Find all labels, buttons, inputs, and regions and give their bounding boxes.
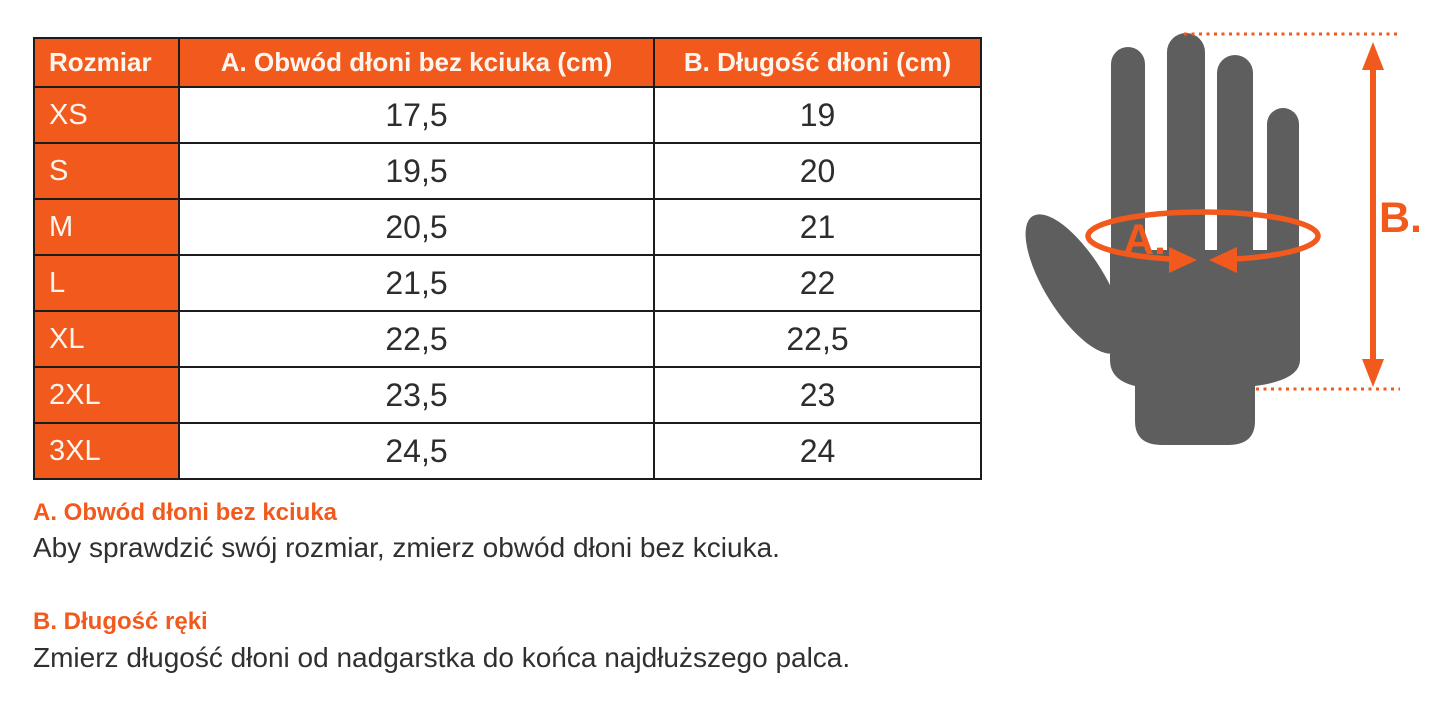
size-cell: 2XL [34, 367, 179, 423]
length-cell: 19 [654, 87, 981, 143]
size-cell: 3XL [34, 423, 179, 479]
table-row [34, 199, 981, 255]
middle-finger-shape [1167, 33, 1205, 280]
hand-measurement-diagram [1010, 8, 1440, 468]
length-arrowhead-bottom [1362, 359, 1384, 387]
label-b: B. [1379, 194, 1422, 242]
circumference-cell: 17,5 [179, 87, 654, 143]
note-b-heading: B. Długość ręki [33, 608, 208, 635]
size-cell: XL [34, 311, 179, 367]
size-table-body [34, 87, 981, 479]
size-table [33, 37, 982, 480]
palm-shape [1110, 250, 1300, 445]
size-table-header [34, 38, 981, 87]
circumference-cell: 21,5 [179, 255, 654, 311]
label-a: A. [1123, 216, 1166, 264]
size-cell: L [34, 255, 179, 311]
length-cell: 23 [654, 367, 981, 423]
table-row [34, 143, 981, 199]
circumference-cell: 24,5 [179, 423, 654, 479]
table-row [34, 255, 981, 311]
note-a-body: Aby sprawdzić swój rozmiar, zmierz obwód dłoni bez kciuka. [33, 532, 780, 563]
column-header-length: B. Długość dłoni (cm) [654, 38, 981, 87]
column-header-size: Rozmiar [34, 38, 179, 87]
size-cell: S [34, 143, 179, 199]
circumference-cell: 19,5 [179, 143, 654, 199]
size-chart [33, 37, 982, 480]
length-cell: 21 [654, 199, 981, 255]
table-row [34, 311, 981, 367]
size-cell: XS [34, 87, 179, 143]
circumference-cell: 22,5 [179, 311, 654, 367]
length-cell: 20 [654, 143, 981, 199]
circumference-cell: 20,5 [179, 199, 654, 255]
length-cell: 22 [654, 255, 981, 311]
circumference-cell: 23,5 [179, 367, 654, 423]
note-a-heading: A. Obwód dłoni bez kciuka [33, 499, 338, 526]
column-header-circumference: A. Obwód dłoni bez kciuka (cm) [179, 38, 654, 87]
table-row [34, 367, 981, 423]
table-row [34, 423, 981, 479]
length-cell: 22,5 [654, 311, 981, 367]
length-arrowhead-top [1362, 42, 1384, 70]
note-b-body: Zmierz długość dłoni od nadgarstka do końca najdłuższego palca. [33, 642, 851, 673]
header-row [34, 38, 981, 87]
length-cell: 24 [654, 423, 981, 479]
table-row [34, 87, 981, 143]
size-cell: M [34, 199, 179, 255]
